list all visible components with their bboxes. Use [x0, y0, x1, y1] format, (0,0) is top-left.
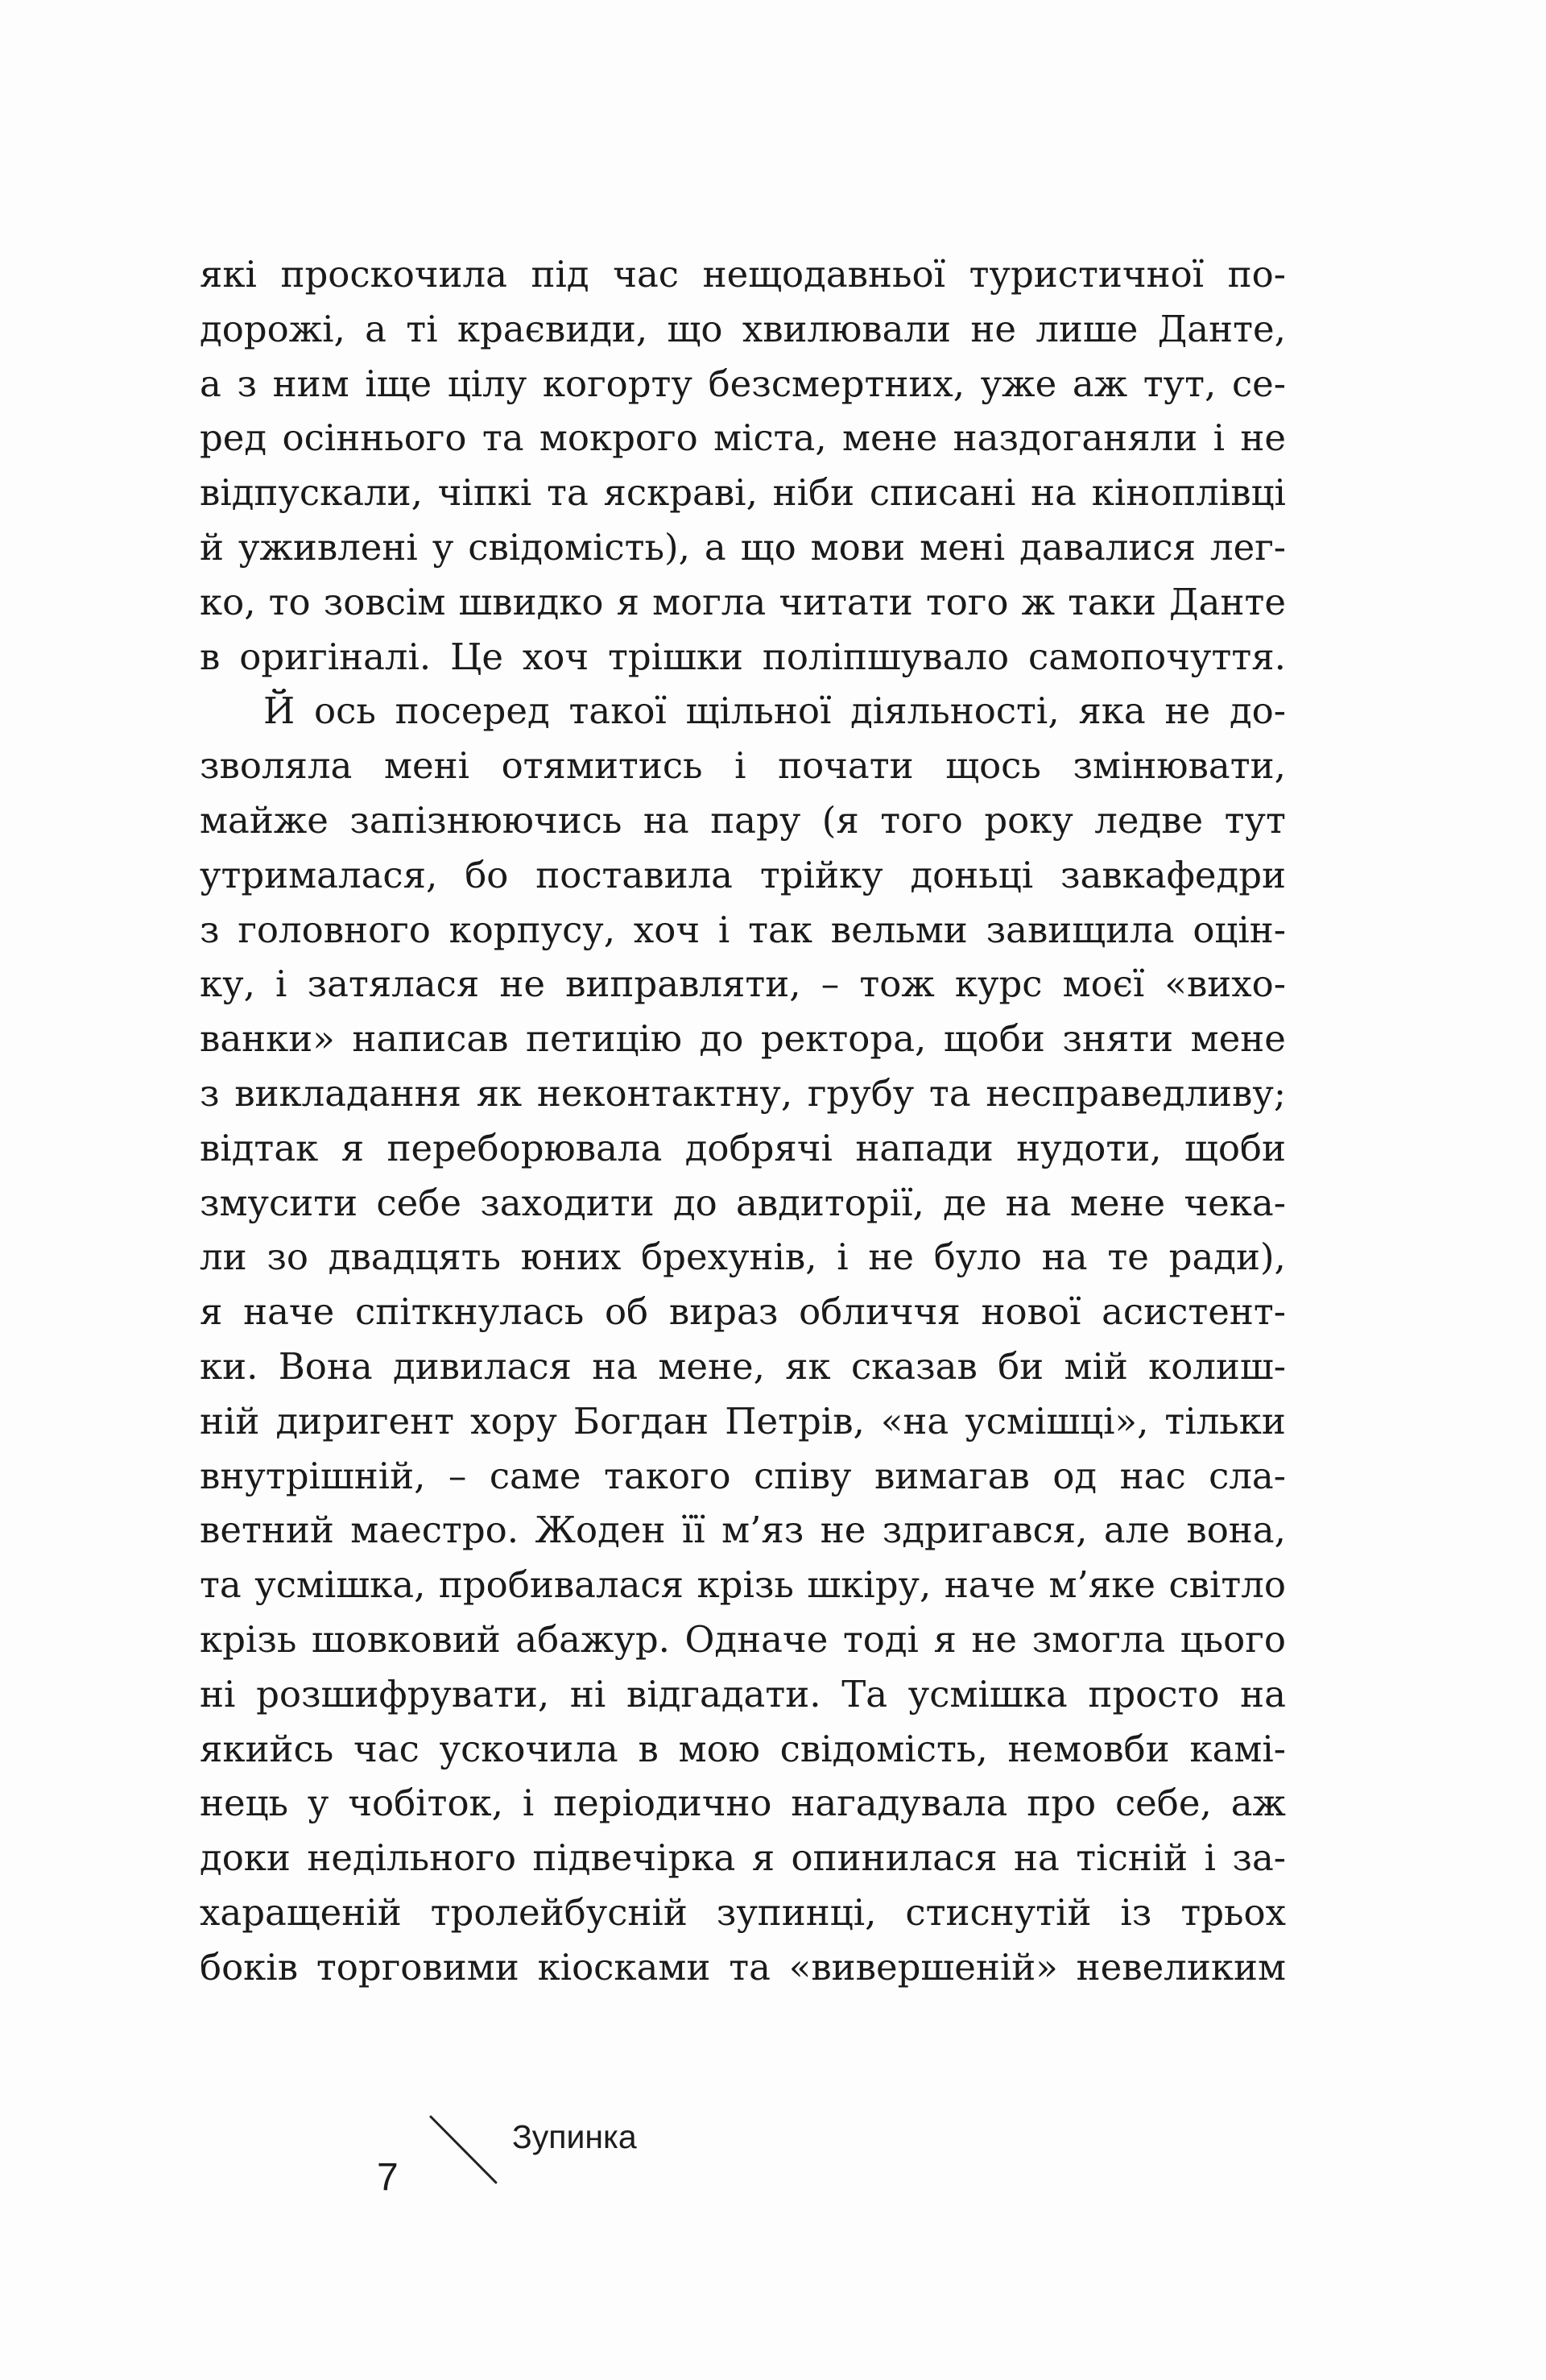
text-line: ній диригент хору Богдан Петрів, «на усмішці», тільки [200, 1399, 1286, 1442]
page-number: 7 [377, 2156, 399, 2199]
text-line: внутрішній, – саме такого співу вимагав од нас сла- [200, 1454, 1286, 1497]
text-line: нець у чобіток, і періодично нагадувала про себе, аж [200, 1782, 1286, 1825]
text-line: харащеній тролейбусній зупинці, стиснутій із трьох [200, 1890, 1286, 1934]
text-line: ки. Вона дивилася на мене, як сказав би мій колиш- [200, 1344, 1286, 1388]
text-line: дорожі, а ті краєвиди, що хвилювали не лише Данте, [200, 307, 1286, 350]
text-line: зволяла мені отямитись і почати щось змінювати, [200, 744, 1286, 788]
text-line: я наче спіткнулась об вираз обличчя нової асистент- [200, 1290, 1286, 1334]
text-line: та усмішка, пробивалася крізь шкіру, наче м’яке світло [200, 1563, 1286, 1607]
paragraph [200, 247, 1286, 684]
text-line: крізь шовковий абажур. Одначе тоді я не змогла цього [200, 1617, 1286, 1661]
text-line: ветний маестро. Жоден її м’яз не здригався, але вона, [200, 1509, 1286, 1552]
body-text [200, 247, 1286, 1995]
text-line: ли зо двадцять юних брехунів, і не було на те ради), [200, 1236, 1286, 1279]
text-line: ред осіннього та мокрого міста, мене наздоганяли і не [200, 416, 1286, 460]
text-line: утрималася, бо поставила трійку доньці завкафедри [200, 853, 1286, 896]
text-line: ку, і затялася не виправляти, – тож курс моєї «вихо- [200, 962, 1286, 1006]
text-line: Й ось посеред такої щільної діяльності, яка не до- [263, 689, 1286, 733]
text-line: з викладання як неконтактну, грубу та несправедливу; [200, 1071, 1286, 1115]
running-footer-chapter-title: Зупинка [512, 2118, 637, 2155]
text-line: ванки» написав петицію до ректора, щоби зняти мене [200, 1017, 1286, 1061]
text-line: й уживлені у свідомість), а що мови мені давалися лег- [200, 525, 1286, 569]
text-line: якийсь час ускочила в мою свідомість, немовби камі- [200, 1727, 1286, 1770]
text-line: з головного корпусу, хоч і так вельми завищила оцін- [200, 908, 1286, 951]
text-line: майже запізнюючись на пару (я того року ледве тут [200, 798, 1286, 842]
text-line: ні розшифрувати, ні відгадати. Та усмішка просто на [200, 1672, 1286, 1716]
text-line: відтак я переборювала добрячі напади нудоти, щоби [200, 1126, 1286, 1169]
text-line: відпускали, чіпкі та яскраві, ніби списані на кіноплівці [200, 471, 1286, 515]
diagonal-divider-line [429, 2115, 498, 2184]
text-line: змусити себе заходити до авдиторії, де на мене чека- [200, 1181, 1286, 1224]
text-line: в оригіналі. Це хоч трішки поліпшувало самопочуття. [200, 635, 1286, 678]
text-line: які проскочила під час нещодавньої туристичної по- [200, 253, 1286, 296]
text-line: а з ним іще цілу когорту безсмертних, уже аж тут, се- [200, 362, 1286, 405]
paragraph [200, 684, 1286, 1994]
text-line: ко, то зовсім швидко я могла читати того ж таки Данте [200, 580, 1286, 623]
text-line: боків торговими кіосками та «вивершеній» невеликим [200, 1945, 1286, 1989]
text-line: доки недільного підвечірка я опинилася на тісній і за- [200, 1836, 1286, 1880]
